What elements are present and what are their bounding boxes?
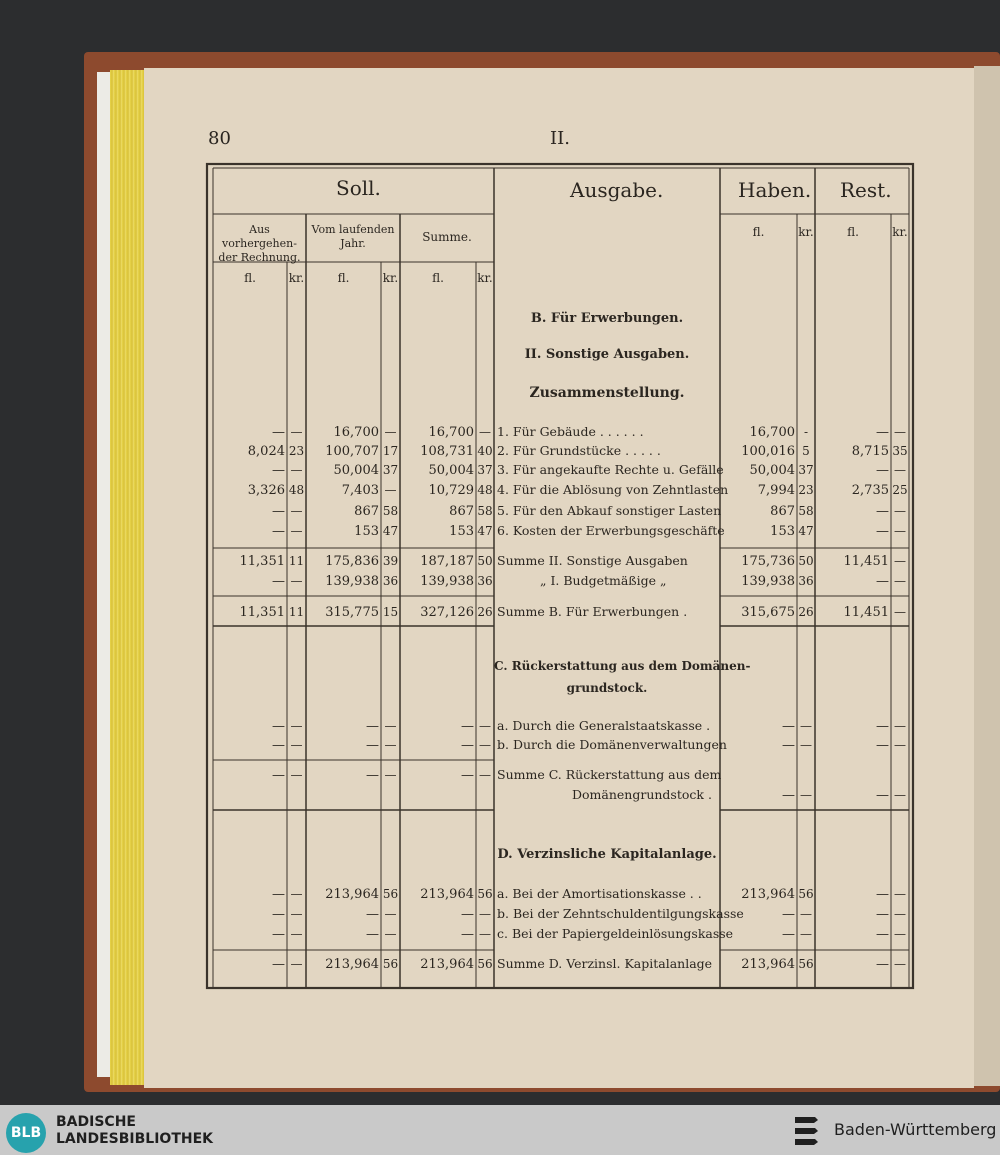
section-b-summary: Zusammenstellung. (529, 385, 685, 401)
cell-r-kr: 35 (892, 444, 908, 458)
cell-s-fl: — (461, 927, 474, 942)
cell-v-kr: — (384, 768, 397, 782)
cell-v-fl: 153 (354, 524, 379, 539)
cell-a-kr: — (290, 907, 303, 921)
cell-s-fl: — (461, 738, 474, 753)
cell-a-kr: 48 (288, 483, 305, 497)
cell-a-fl: 3,326 (247, 483, 285, 498)
cell-a-kr: 11 (288, 554, 305, 568)
cell-h-fl: 867 (770, 504, 795, 519)
cell-v-fl: — (366, 927, 379, 942)
blb-logo[interactable]: BLB (6, 1113, 46, 1153)
unit-kr: kr. (477, 271, 493, 285)
cell-r-fl: — (876, 738, 889, 753)
cell-a-kr: — (290, 738, 303, 752)
row-description: a. Durch die Generalstaatskasse . (497, 718, 711, 733)
cell-s-fl: 213,964 (420, 887, 474, 902)
cell-r-kr: — (894, 463, 906, 477)
cell-a-kr: — (290, 957, 303, 971)
cell-h-kr: 23 (798, 483, 814, 497)
unit-kr: kr. (288, 271, 305, 285)
cell-v-fl: — (366, 719, 379, 734)
cell-h-fl: — (782, 738, 795, 753)
header-soll: Soll. (336, 176, 381, 200)
cell-r-fl: — (876, 574, 889, 589)
cell-r-kr: — (894, 957, 906, 971)
cell-a-fl: 8,024 (247, 444, 285, 459)
header-haben: Haben. (738, 178, 812, 202)
cell-s-fl: 327,126 (420, 605, 474, 620)
cell-s-fl: 139,938 (420, 574, 474, 589)
cell-h-fl: 213,964 (741, 957, 795, 972)
cell-a-kr: 11 (288, 605, 305, 619)
cell-s-kr: 50 (477, 554, 493, 568)
page-number: 80 (208, 128, 231, 149)
unit-fl: fl. (847, 225, 859, 239)
cell-s-fl: 108,731 (420, 444, 474, 459)
cell-h-kr: 37 (798, 463, 814, 477)
row-description: 3. Für angekaufte Rechte u. Gefälle (497, 462, 724, 477)
library-name-line2: LANDESBIBLIOTHEK (56, 1131, 214, 1147)
unit-fl: fl. (752, 225, 765, 239)
cell-a-kr: — (290, 574, 303, 588)
cell-h-fl: 100,016 (741, 444, 795, 459)
cell-a-kr: — (290, 463, 303, 477)
cell-v-kr: — (384, 738, 397, 752)
cell-h-fl: — (782, 719, 795, 734)
row-description: 2. Für Grundstücke . . . . . (497, 443, 661, 458)
row-description: a. Bei der Amortisationskasse . . (497, 886, 702, 901)
row-description: Summe D. Verzinsl. Kapitalanlage (497, 956, 713, 971)
cell-h-kr: — (800, 927, 812, 941)
cell-a-fl: — (272, 768, 285, 783)
cell-h-fl: 153 (770, 524, 795, 539)
cell-h-kr: 36 (798, 574, 814, 588)
cell-r-fl: — (876, 504, 889, 519)
cell-v-fl: 867 (354, 504, 379, 519)
cell-r-fl: 11,451 (843, 554, 889, 569)
cell-a-fl: — (272, 927, 285, 942)
row-description: Summe II. Sonstige Ausgaben (497, 553, 688, 568)
row-description: c. Bei der Papiergeldeinlösungskasse (497, 926, 734, 941)
section-d-title: D. Verzinsliche Kapitalanlage. (497, 847, 717, 862)
state-name[interactable]: Baden-Württemberg (834, 1120, 997, 1139)
row-description: Summe B. Für Erwerbungen . (497, 604, 688, 619)
unit-fl: fl. (244, 271, 256, 285)
unit-kr: kr. (382, 271, 399, 285)
cell-h-fl: 139,938 (741, 574, 795, 589)
cell-a-fl: — (272, 504, 285, 519)
cell-v-fl: 100,707 (325, 444, 379, 459)
cell-v-fl: 213,964 (325, 887, 379, 902)
cell-r-fl: — (876, 719, 889, 734)
cell-a-kr: — (290, 887, 303, 901)
cell-h-fl: 213,964 (741, 887, 795, 902)
cell-a-fl: — (272, 887, 285, 902)
cell-a-kr: — (290, 927, 303, 941)
cell-v-kr: 56 (382, 887, 399, 901)
row-description: b. Bei der Zehntschuldentilgungskasse (497, 906, 744, 921)
cell-s-fl: — (461, 907, 474, 922)
cell-r-kr: — (894, 887, 906, 901)
library-name-line1: BADISCHE (56, 1114, 136, 1130)
footer-bar (0, 1105, 1000, 1155)
cell-s-fl: 213,964 (420, 957, 474, 972)
cell-a-fl: — (272, 524, 285, 539)
cell-v-kr: 39 (382, 554, 399, 568)
cell-r-kr: 25 (892, 483, 908, 497)
cell-s-fl: 10,729 (428, 483, 474, 498)
section-b-title: B. Für Erwerbungen. (530, 311, 684, 326)
cell-s-kr: 47 (477, 524, 493, 538)
cell-a-fl: 11,351 (239, 605, 285, 620)
cell-r-kr: — (894, 504, 906, 518)
cell-a-fl: — (272, 574, 285, 589)
cell-r-kr: — (894, 524, 906, 538)
cell-v-kr: 58 (382, 504, 399, 518)
cell-r-kr: — (894, 927, 906, 941)
cell-h-fl: 175,736 (741, 554, 795, 569)
cell-h-kr: - (803, 425, 809, 439)
cell-r-kr: — (894, 788, 906, 802)
cell-h-kr: 50 (798, 554, 814, 568)
cell-h-kr: 58 (798, 504, 814, 518)
cell-h-fl: — (782, 907, 795, 922)
cell-s-kr: 40 (477, 444, 493, 458)
cell-s-fl: 50,004 (428, 463, 474, 478)
cell-r-fl: 2,735 (851, 483, 889, 498)
section-c-title: C. Rückerstattung aus dem Domänen- (494, 659, 751, 673)
row-description: Summe C. Rückerstattung aus dem (497, 767, 722, 782)
cell-s-kr: — (479, 907, 491, 921)
cell-h-fl: 7,994 (757, 483, 795, 498)
cell-h-kr: 5 (802, 444, 810, 458)
cell-s-fl: 187,187 (420, 554, 474, 569)
cell-r-kr: — (894, 719, 906, 733)
header-aus-vorhergehender: Aus vorhergehen-der Rechnung. (218, 223, 301, 264)
cell-v-kr: 56 (382, 957, 399, 971)
unit-kr: kr. (798, 225, 814, 239)
cell-v-fl: 7,403 (341, 483, 379, 498)
cell-v-kr: — (384, 927, 397, 941)
cell-s-kr: 56 (477, 957, 493, 971)
cell-r-fl: — (876, 463, 889, 478)
cell-r-fl: — (876, 524, 889, 539)
cell-s-kr: — (479, 738, 491, 752)
cell-h-kr: — (800, 907, 812, 921)
state-coat-of-arms-icon (792, 1113, 822, 1149)
cell-v-fl: 213,964 (325, 957, 379, 972)
cell-a-fl: — (272, 957, 285, 972)
library-name[interactable] (56, 1114, 213, 1148)
cell-s-kr: — (479, 768, 491, 782)
row-description: 5. Für den Abkauf sonstiger Lasten (497, 503, 722, 518)
cell-v-kr: — (384, 719, 397, 733)
cell-s-kr: — (479, 927, 491, 941)
cell-v-fl: 315,775 (325, 605, 379, 620)
cell-h-kr: 56 (798, 887, 814, 901)
unit-fl: fl. (337, 271, 350, 285)
cell-h-kr: 56 (798, 957, 814, 971)
cell-h-fl: 50,004 (749, 463, 795, 478)
cell-a-kr: — (290, 768, 303, 782)
cell-h-kr: 47 (798, 524, 814, 538)
cell-a-fl: — (272, 738, 285, 753)
cell-r-fl: 11,451 (843, 605, 889, 620)
header-rest: Rest. (840, 178, 892, 202)
cell-v-kr: 37 (382, 463, 399, 477)
cell-s-fl: — (461, 768, 474, 783)
cell-r-kr: — (894, 574, 906, 588)
cell-h-fl: 16,700 (749, 425, 795, 440)
cell-a-fl: — (272, 463, 285, 478)
cell-r-fl: — (876, 907, 889, 922)
cell-v-kr: 36 (382, 574, 399, 588)
cell-a-kr: — (290, 719, 303, 733)
cell-r-fl: — (876, 887, 889, 902)
cell-h-fl: — (782, 927, 795, 942)
section-b-subtitle: II. Sonstige Ausgaben. (524, 347, 690, 362)
cell-r-kr: — (894, 554, 906, 568)
cell-s-kr: 56 (477, 887, 493, 901)
cell-v-kr: — (384, 483, 397, 497)
cell-v-kr: 47 (382, 524, 399, 538)
cell-a-kr: 23 (288, 444, 305, 458)
cell-v-kr: 17 (382, 444, 399, 458)
cell-v-fl: — (366, 768, 379, 783)
cell-r-kr: — (894, 907, 906, 921)
row-description: Domänengrundstock . (572, 787, 712, 802)
cell-s-fl: 153 (449, 524, 474, 539)
cell-a-kr: — (290, 425, 303, 439)
cell-a-fl: — (272, 719, 285, 734)
unit-kr: kr. (892, 225, 908, 239)
cell-a-fl: — (272, 425, 285, 440)
row-description: 1. Für Gebäude . . . . . . (497, 424, 644, 439)
cell-h-fl: — (782, 788, 795, 803)
cell-s-kr: 36 (477, 574, 493, 588)
cell-s-kr: 48 (477, 483, 493, 497)
cell-s-kr: — (479, 719, 491, 733)
cell-v-fl: — (366, 738, 379, 753)
cell-r-kr: — (894, 738, 906, 752)
cell-r-kr: — (894, 425, 906, 439)
cell-r-fl: — (876, 788, 889, 803)
header-vom-laufenden: Vom laufenden Jahr. (311, 223, 395, 250)
cell-v-kr: — (384, 425, 397, 439)
cell-r-kr: — (894, 605, 906, 619)
header-ausgabe: Ausgabe. (570, 178, 664, 202)
cell-s-kr: — (479, 425, 491, 439)
cell-v-fl: 139,938 (325, 574, 379, 589)
cell-v-fl: 16,700 (333, 425, 379, 440)
cell-v-fl: 175,836 (325, 554, 379, 569)
cell-v-fl: — (366, 907, 379, 922)
cell-h-kr: — (800, 719, 812, 733)
cell-r-fl: — (876, 957, 889, 972)
cell-v-fl: 50,004 (333, 463, 379, 478)
cell-h-kr: — (800, 788, 812, 802)
section-c-title-2: grundstock. (566, 681, 648, 695)
unit-fl: fl. (432, 271, 444, 285)
cell-r-fl: — (876, 425, 889, 440)
cell-v-kr: — (384, 907, 397, 921)
cell-a-fl: 11,351 (239, 554, 285, 569)
cell-h-fl: 315,675 (741, 605, 795, 620)
cell-s-kr: 26 (477, 605, 493, 619)
cell-s-fl: 16,700 (428, 425, 474, 440)
cell-s-kr: 58 (477, 504, 493, 518)
cell-h-kr: 26 (798, 605, 814, 619)
header-summe: Summe. (422, 230, 472, 244)
cell-a-kr: — (290, 524, 303, 538)
cell-s-fl: 867 (449, 504, 474, 519)
cell-v-kr: 15 (382, 605, 399, 619)
row-description: 4. Für die Ablösung von Zehntlasten (497, 482, 729, 497)
cell-a-kr: — (290, 504, 303, 518)
cell-a-fl: — (272, 907, 285, 922)
cell-s-fl: — (461, 719, 474, 734)
row-description: b. Durch die Domänenverwaltungen (497, 737, 727, 752)
part-number: II. (550, 128, 570, 149)
cell-s-kr: 37 (477, 463, 493, 477)
row-description: „ I. Budgetmäßige „ (540, 573, 667, 588)
cell-h-kr: — (800, 738, 812, 752)
cell-r-fl: 8,715 (851, 444, 889, 459)
cell-r-fl: — (876, 927, 889, 942)
row-description: 6. Kosten der Erwerbungsgeschäfte (497, 523, 725, 538)
